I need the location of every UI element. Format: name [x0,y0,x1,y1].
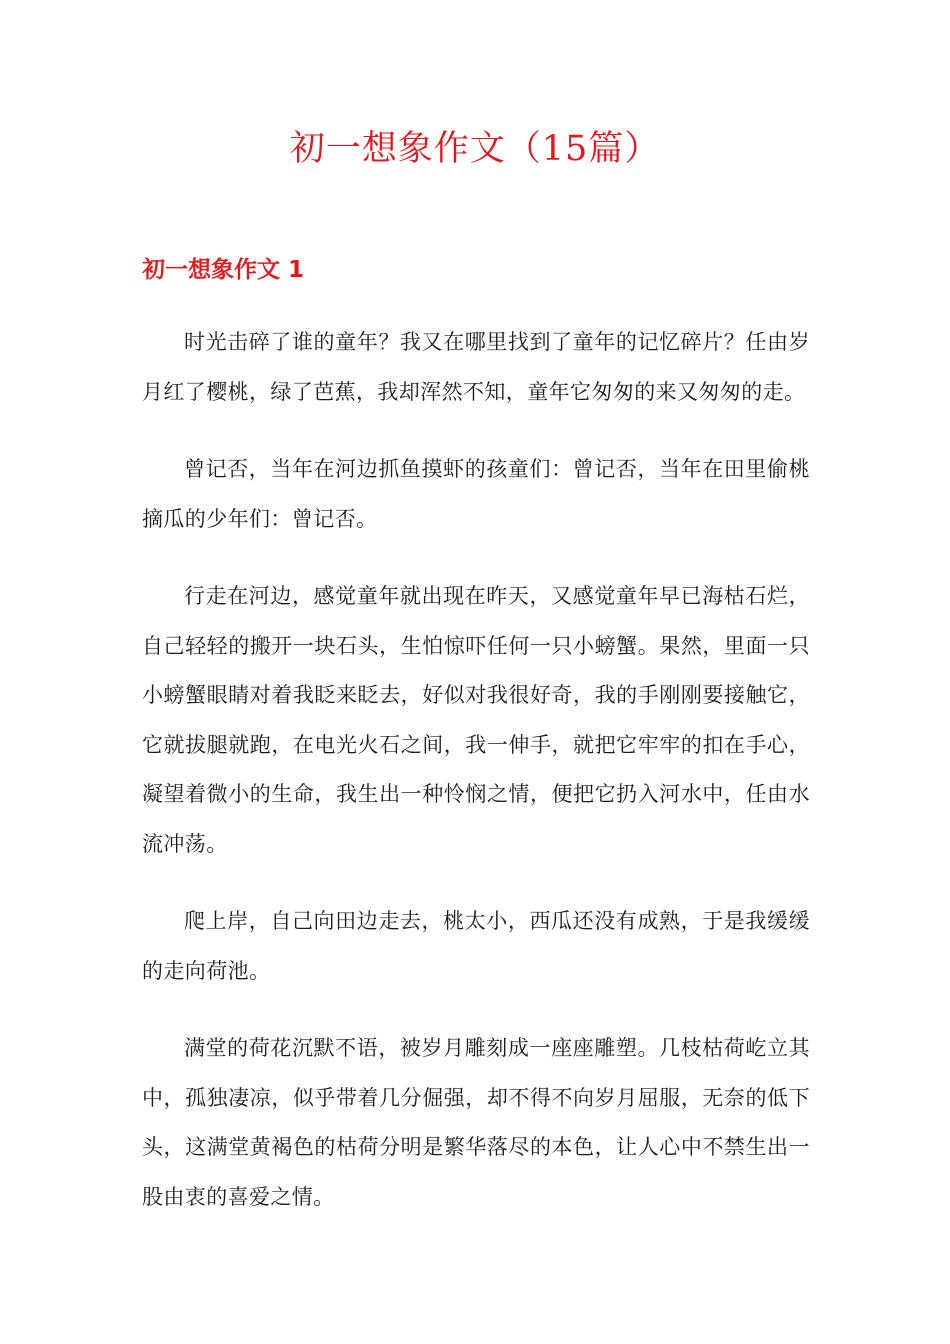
paragraph: 曾记否，当年在河边抓鱼摸虾的孩童们：曾记否，当年在田里偷桃摘瓜的少年们：曾记否。 [142,457,810,531]
section-heading: 初一想象作文 1 [142,257,305,283]
essay-body [142,318,810,1250]
paragraph: 时光击碎了谁的童年？我又在哪里找到了童年的记忆碎片？任由岁月红了樱桃，绿了芭蕉，我却浑然不知，童年它匆匆的来又匆匆的走。 [142,330,810,404]
paragraph: 爬上岸，自己向田边走去，桃太小，西瓜还没有成熟，于是我缓缓的走向荷池。 [142,909,810,983]
paragraph: 满堂的荷花沉默不语，被岁月雕刻成一座座雕塑。几枝枯荷屹立其中，孤独凄凉，似乎带着几分倔强，却不得不向岁月屈服，无奈的低下头，这满堂黄褐色的枯荷分明是繁华落尽的本色，让人心中不禁生出一股由衷的喜爱之情。 [142,1036,810,1209]
document-title: 初一想象作文（15篇） [289,129,661,169]
paragraph: 行走在河边，感觉童年就出现在昨天，又感觉童年早已海枯石烂，自己轻轻的搬开一块石头，生怕惊吓任何一只小螃蟹。果然，里面一只小螃蟹眼睛对着我眨来眨去，好似对我很好奇，我的手刚刚要接触它，它就拔腿就跑，在电光火石之间，我一伸手，就把它牢牢的扣在手心，凝望着微小的生命，我生出一种怜悯之情，便把它扔入河水中，任由水流冲荡。 [142,584,810,856]
